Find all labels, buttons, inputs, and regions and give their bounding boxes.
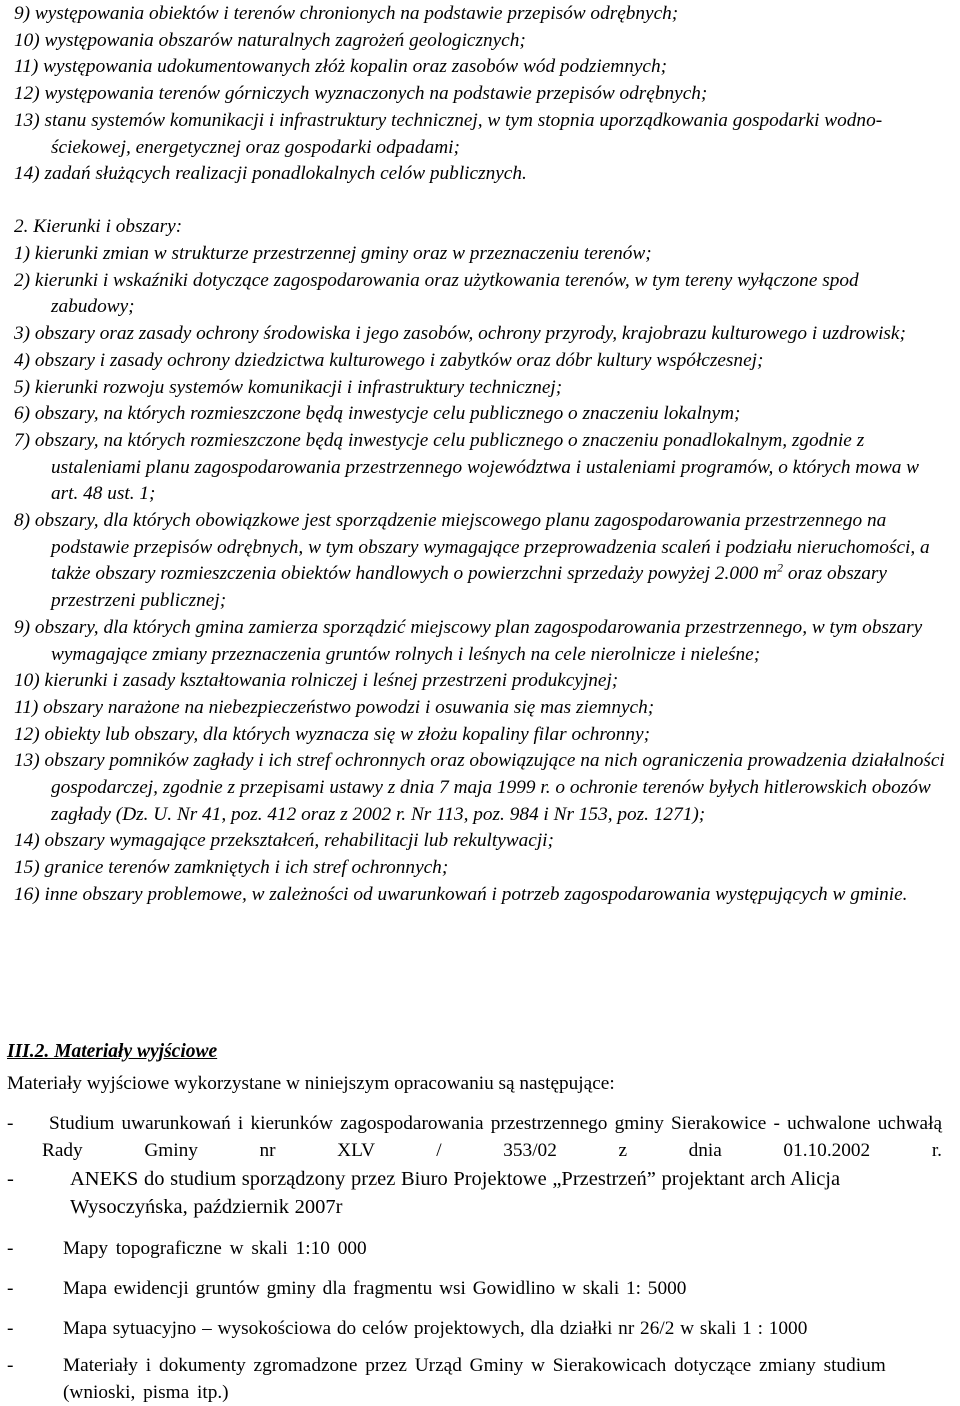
list-item: 12) występowania terenów górniczych wyznaczonych na podstawie przepisów odrębnych; <box>14 83 708 105</box>
material-item <box>0 1111 960 1164</box>
list-item: 2) kierunki i wskaźniki dotyczące zagospodarowania oraz użytkowania terenów, w tym tereny wyłączone spod zabudowy; <box>14 269 859 318</box>
dash-bullet: - <box>7 1168 14 1190</box>
list-item: 10) występowania obszarów naturalnych zagrożeń geologicznych; <box>14 29 526 51</box>
list-item: 12) obiekty lub obszary, dla których wyznacza się w złożu kopaliny filar ochronny; <box>14 723 651 745</box>
list-item: 1) kierunki zmian w strukturze przestrzennej gminy oraz w przeznaczeniu terenów; <box>14 243 652 264</box>
material-item <box>0 1353 960 1406</box>
dash-bullet: - <box>7 1113 14 1134</box>
list-item: 5) kierunki rozwoju systemów komunikacji i infrastruktury technicznej; <box>14 376 563 398</box>
item-8-text-end: oraz obszary przestrzeni publicznej; <box>51 563 887 612</box>
dash-bullet: - <box>7 1278 14 1299</box>
list-item: 11) występowania udokumentowanych złóż kopalin oraz zasobów wód podziemnych; <box>14 56 668 78</box>
list-item: 4) obszary i zasady ochrony dziedzictwa kulturowego i zabytków oraz dóbr kultury współczesnej; <box>14 349 764 371</box>
list-item: 16) inne obszary problemowe, w zależności od uwarunkowań i potrzeb zagospodarowania występujących w gminie. <box>14 883 908 905</box>
list-item: 6) obszary, na których rozmieszczone będą inwestycje celu publicznego o znaczeniu lokalnym; <box>14 403 741 425</box>
list-item: 11) obszary narażone na niebezpieczeństwo powodzi i osuwania się mas ziemnych; <box>14 696 655 718</box>
material-text: Studium uwarunkowań i kierunków zagospodarowania przestrzennego gminy Sierakowice - uchwalone uchwałą Rady Gminy nr XLV / 353/02 z dnia 01.10.2002 r. <box>42 1113 942 1161</box>
list-item: 15) granice terenów zamkniętych i ich stref ochronnych; <box>14 857 449 879</box>
list-item: 9) obszary, dla których gmina zamierza sporządzić miejscowy plan zagospodarowania przestrzennego, w tym obszary wymagające zmiany przeznaczenia gruntów rolnych i leśnych na cele nierolnicze i nieleśne; <box>14 616 923 665</box>
material-text: Mapy topograficzne w skali 1:10 000 <box>63 1238 367 1259</box>
material-text: Mapa sytuacyjno – wysokościowa do celów projektowych, dla działki nr 26/2 w skali 1 : 1000 <box>63 1318 808 1339</box>
list-item: 13) obszary pomników zagłady i ich stref ochronnych oraz obowiązujące na nich ograniczenia prowadzenia działalności gospodarczej, zgodnie z przepisami ustawy z dnia 7 maja 1999 r. o ochronie terenów byłych hitlerowskich obozów zagłady (Dz. U. Nr 41, poz. 412 oraz z 2002 r. Nr 113, poz. 984 i Nr 153, poz. 1271); <box>14 750 945 825</box>
list-item: 3) obszary oraz zasady ochrony środowiska i jego zasobów, ochrony przyrody, krajobrazu kulturowego i uzdrowisk; <box>14 323 906 345</box>
list-item: 10) kierunki i zasady kształtowania rolniczej i leśnej przestrzeni produkcyjnej; <box>14 670 619 692</box>
section-heading: III.2. Materiały wyjściowe <box>7 1041 218 1062</box>
dash-bullet: - <box>7 1355 14 1376</box>
list-item: 9) występowania obiektów i terenów chronionych na podstawie przepisów odrębnych; <box>14 3 679 24</box>
list-item: 7) obszary, na których rozmieszczone będą inwestycje celu publicznego o znaczeniu ponadlokalnym, zgodnie z ustaleniami planu zagospodarowania przestrzennego województwa i ustaleniami programów, o których mowa w art. 48 ust. 1; <box>14 429 920 505</box>
list-item <box>0 508 960 615</box>
intro-paragraph: Materiały wyjściowe wykorzystane w niniejszym opracowaniu są następujące: <box>7 1073 615 1094</box>
material-text: Materiały i dokumenty zgromadzone przez Urząd Gminy w Sierakowicach dotyczące zmiany studium (wnioski, pisma itp.) <box>63 1355 886 1403</box>
material-text: Mapa ewidencji gruntów gminy dla fragmentu wsi Gowidlino w skali 1: 5000 <box>63 1278 687 1299</box>
list-uwarunkowania <box>0 1 960 188</box>
superscript: 2 <box>777 561 784 576</box>
material-item <box>0 1165 960 1221</box>
material-item <box>0 1276 960 1303</box>
list-item: 14) zadań służących realizacji ponadlokalnych celów publicznych. <box>14 163 527 185</box>
dash-bullet: - <box>7 1238 14 1259</box>
list-item: 13) stanu systemów komunikacji i infrastruktury technicznej, w tym stopnia uporządkowania gospodarki wodno-ściekowej, energetycznej oraz gospodarki odpadami; <box>14 109 883 158</box>
material-item <box>0 1236 960 1263</box>
section-title: 2. Kierunki i obszary: <box>14 216 183 237</box>
list-item: 14) obszary wymagające przekształceń, rehabilitacji lub rekultywacji; <box>14 830 554 852</box>
item-8-text: 8) obszary, dla których obowiązkowe jest sporządzenie miejscowego planu zagospodarowania przestrzennego na podstawie przepisów odrębnych, w tym obszary wymagające przeprowadzenia scaleń i podziału nieruchomości, a także obszary rozmieszczenia obiektów handlowych o powierzchni sprzedaży powyżej 2.000 m <box>14 510 930 585</box>
material-item <box>0 1316 960 1343</box>
list-kierunki <box>0 241 960 909</box>
material-text: ANEKS do studium sporządzony przez Biuro Projektowe „Przestrzeń” projektant arch Alicja Wysoczyńska, październik 2007r <box>70 1168 841 1218</box>
dash-bullet: - <box>7 1318 14 1339</box>
